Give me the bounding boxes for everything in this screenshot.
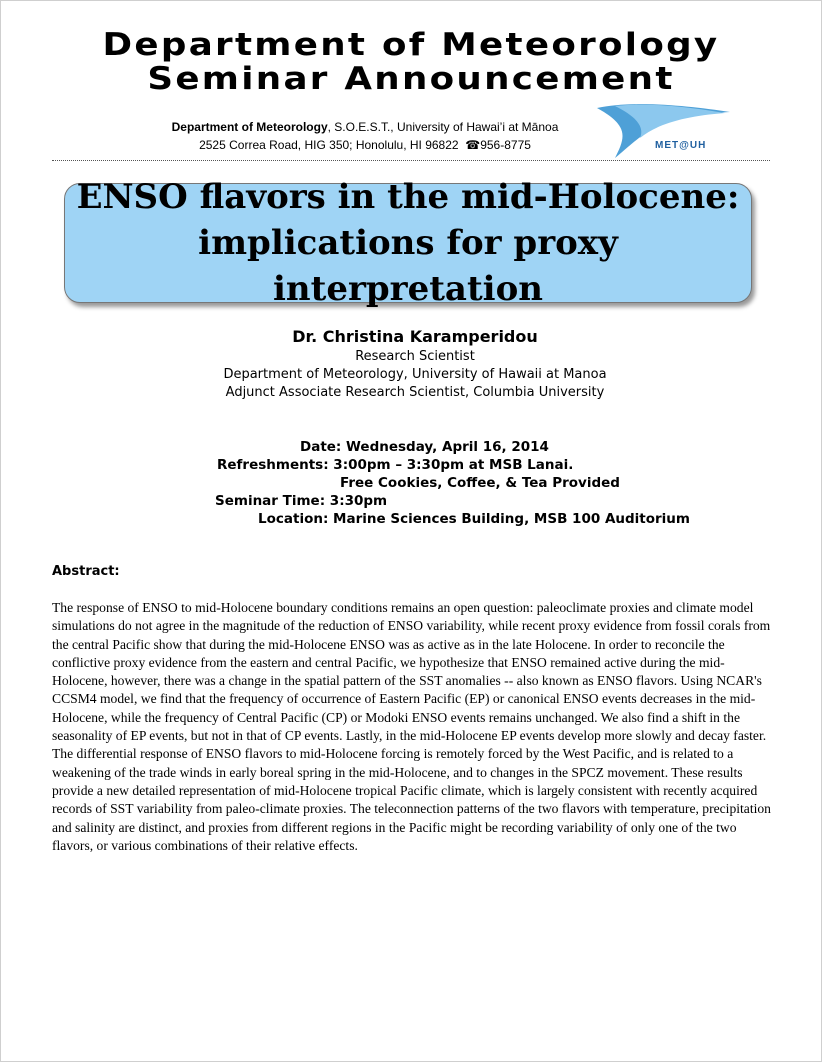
seminar-title-box — [64, 177, 752, 309]
speaker-block — [190, 326, 640, 402]
seminar-date: Date: Wednesday, April 16, 2014 — [300, 439, 549, 455]
header-line-2: Seminar Announcement — [147, 61, 675, 97]
contact-address: 2525 Correa Road, HIG 350; Honolulu, HI 96822 — [199, 138, 459, 152]
speaker-affiliation-2: Adjunct Associate Research Scientist, Columbia University — [225, 385, 605, 400]
met-uh-logo — [595, 98, 735, 160]
header-title — [0, 28, 822, 96]
abstract-label: Abstract: — [52, 564, 120, 579]
contact-info — [140, 118, 590, 154]
speaker-affiliation-1: Department of Meteorology, University of Hawaii at Manoa — [223, 367, 607, 382]
seminar-time: Seminar Time: 3:30pm — [215, 493, 388, 509]
contact-line-1 — [140, 118, 590, 136]
title-line-1: ENSO flavors in the mid-Holocene: — [76, 177, 740, 217]
contact-line-2 — [140, 136, 590, 154]
header-divider — [52, 160, 770, 161]
logo-text: MET@UH — [655, 140, 707, 151]
refreshments: Refreshments: 3:00pm – 3:30pm at MSB Lanai. — [217, 457, 574, 473]
phone-icon: ☎ — [465, 138, 481, 152]
speaker-role: Research Scientist — [355, 349, 475, 364]
refreshments-note: Free Cookies, Coffee, & Tea Provided — [340, 475, 620, 491]
header-line-1: Department of Meteorology — [102, 27, 720, 63]
title-line-2: implications for proxy interpretation — [198, 223, 618, 309]
contact-dept: Department of Meteorology — [171, 120, 328, 134]
contact-phone: 956-8775 — [480, 138, 531, 152]
abstract-text: The response of ENSO to mid-Holocene boundary conditions remains an open question: paleoclimate proxies and climate model simulations do not agree in the magnitude of the reduction of ENSO variability, while recent proxy evidence from fossil corals from the central Pacific show that during the mid-Holocene ENSO was as active as in the late Holocene. In order to reconcile the conflictive proxy evidence from the eastern and central Pacific, we hypothesize that ENSO remained active during the mid-Holocene, however, there was a change in the spatial pattern of the SST anomalies -- also known as ENSO flavors. Using NCAR's CCSM4 model, we find that the frequency of occurrence of Eastern Pacific (EP) or canonical ENSO events decreases in the mid-Holocene, while the frequency of Central Pacific (CP) or Modoki ENSO events remains unchanged. We also find a shift in the seasonality of EP events, but not in that of CP events. Lastly, in the mid-Holocene EP events develop more slowly and decay faster. The differential response of ENSO flavors to mid-Holocene forcing is remotely forced by the West Pacific, and is related to a weakening of the trade winds in early boreal spring in the mid-Holocene, and to changes in the SPCZ movement. These results provide a new detailed representation of mid-Holocene tropical Pacific climate, which is largely consistent with recently acquired records of SST variability from paleo-climate proxies. The teleconnection patterns of the two flavors with temperature, precipitation and salinity are distinct, and proxies from different regions in the Pacific might be recording variability of only one of the two flavors, or various combinations of their relative effects. — [52, 600, 771, 853]
contact-affiliation: , S.O.E.S.T., University of Hawai’i at Mānoa — [327, 120, 559, 134]
seminar-location: Location: Marine Sciences Building, MSB 100 Auditorium — [258, 511, 690, 527]
speaker-name: Dr. Christina Karamperidou — [292, 327, 538, 346]
